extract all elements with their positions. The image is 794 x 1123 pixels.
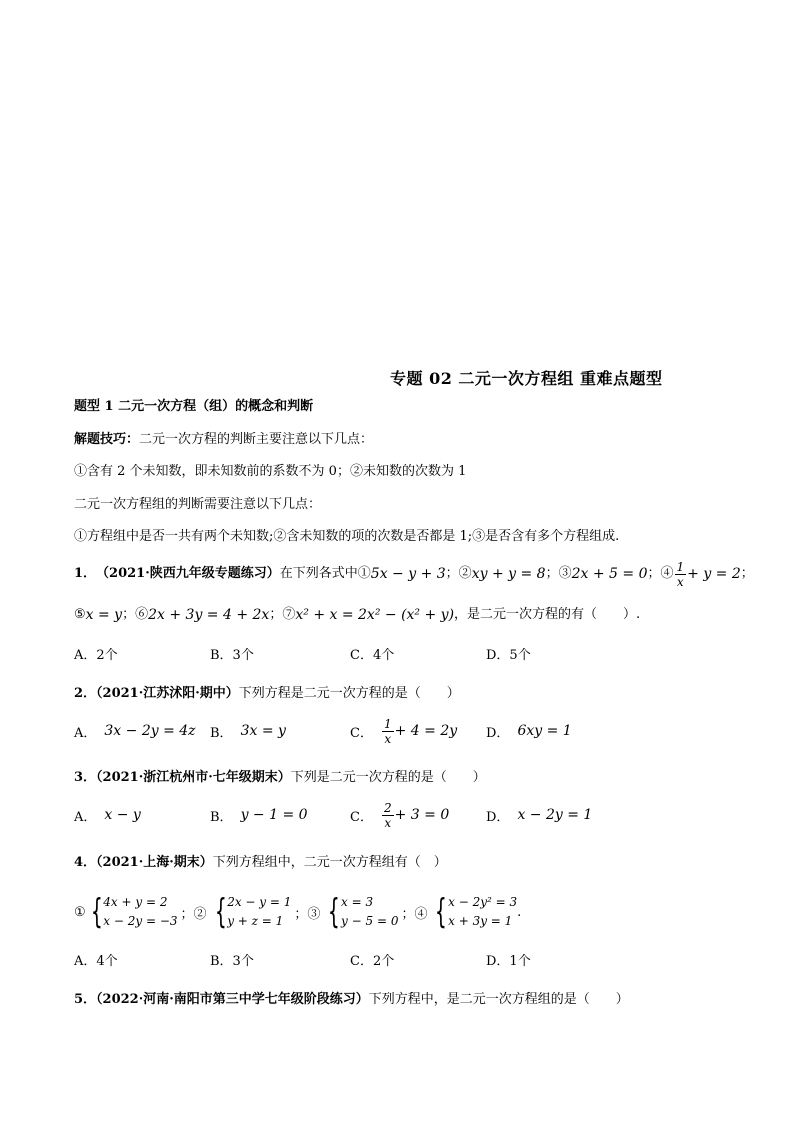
system-row: x − 2y = −3 xyxy=(103,914,178,928)
q1-sep-7: ；⑦ xyxy=(269,607,296,622)
option-label: D． xyxy=(486,725,510,741)
q4-system-4 xyxy=(430,893,517,931)
q1-expr-3: 2x + 5 = 0 xyxy=(571,566,648,582)
q4-end: . xyxy=(517,904,522,920)
option-expr: y − 1 = 0 xyxy=(240,807,308,823)
question-2-stem: 下列方程是二元一次方程的是（ ） xyxy=(238,686,460,701)
option-label: D． xyxy=(486,809,510,825)
fraction-numerator: 1 xyxy=(383,716,392,731)
question-5-source: （2022·河南·南阳市第三中学七年级阶段练习） xyxy=(96,992,369,1007)
option-expr: x − 2y = 1 xyxy=(517,807,593,823)
left-brace-icon: { xyxy=(214,892,227,932)
q4-marker-2: ；② xyxy=(180,906,207,922)
q1-sep-5: ； xyxy=(740,566,754,581)
q3-option-a[interactable] xyxy=(74,800,141,830)
question-2-source: （2021·江苏沭阳·期中） xyxy=(96,686,239,701)
system-row: y − 5 = 0 xyxy=(341,914,399,928)
question-2-options xyxy=(74,716,714,746)
q1-expr-4-rest: + y = 2 xyxy=(687,566,741,582)
option-label: A． xyxy=(74,725,97,741)
option-expr: 3x = y xyxy=(240,723,286,739)
q2-option-d[interactable] xyxy=(486,716,572,746)
question-5-number: 5． xyxy=(74,992,97,1007)
question-5-stem: 下列方程中，是二元一次方程组的是（ ） xyxy=(368,992,629,1007)
option-label: B． xyxy=(210,725,233,741)
tips-line-2: ①含有 2 个未知数，即未知数前的系数不为 0；②未知数的次数为 1 xyxy=(74,464,467,479)
system-row: x + 3y = 1 xyxy=(448,914,513,928)
q4-option-b[interactable]: B．3个 xyxy=(210,953,254,969)
q1-option-d[interactable]: D．5个 xyxy=(486,647,531,663)
q4-option-a[interactable]: A．4个 xyxy=(74,953,118,969)
q1-sep-4: ；④ xyxy=(647,566,674,581)
fraction-denominator: x xyxy=(676,574,684,589)
left-brace-icon: { xyxy=(328,892,341,932)
q3-option-b[interactable] xyxy=(210,800,308,830)
option-expr: + 3 = 0 xyxy=(394,807,450,823)
q1-expr-1: 5x − y + 3 xyxy=(370,566,446,582)
question-4-source: （2021·上海·期末） xyxy=(96,855,213,870)
tips-line-1 xyxy=(74,431,373,449)
option-expr: 6xy = 1 xyxy=(517,723,572,739)
option-expr: + 4 = 2y xyxy=(394,723,458,739)
q1-tail: ，是二元一次方程的有（ ）. xyxy=(454,607,641,622)
question-1-line-1 xyxy=(74,561,754,587)
question-5-line xyxy=(74,991,629,1009)
system-row: x = 3 xyxy=(341,895,374,909)
q4-system-1 xyxy=(86,893,178,931)
q2-option-a[interactable] xyxy=(74,716,196,746)
option-fraction xyxy=(382,718,394,745)
tips-label: 解题技巧： xyxy=(74,432,140,447)
q2-option-c[interactable] xyxy=(350,716,457,746)
q3-option-d[interactable] xyxy=(486,800,592,830)
question-1-stem: 在下列各式中① xyxy=(279,566,371,581)
system-row: y + z = 1 xyxy=(227,914,284,928)
system-row: 4x + y = 2 xyxy=(103,895,168,909)
question-1-line-2 xyxy=(74,603,640,627)
question-4-options xyxy=(74,946,714,972)
question-3-source: （2021·浙江杭州市·七年级期末） xyxy=(96,770,291,785)
question-3-options xyxy=(74,800,714,830)
question-3-stem: 下列是二元一次方程的是（ ） xyxy=(290,770,486,785)
option-label: B． xyxy=(210,809,233,825)
q1-marker-5: ⑤ xyxy=(74,607,86,622)
q4-system-3 xyxy=(323,893,398,931)
left-brace-icon: { xyxy=(90,892,103,932)
q2-option-b[interactable] xyxy=(210,716,286,746)
fraction-denominator: x xyxy=(384,815,392,830)
q1-option-b[interactable]: B．3个 xyxy=(210,647,254,663)
q3-option-c[interactable] xyxy=(350,800,449,830)
q4-marker-4: ；④ xyxy=(401,906,428,922)
q1-expr-2: xy + y = 8 xyxy=(471,566,546,582)
question-2-number: 2． xyxy=(74,686,97,701)
option-label: C． xyxy=(350,725,373,741)
q1-sep-3: ；③ xyxy=(545,566,572,581)
question-2-line xyxy=(74,685,460,703)
page-title: 专题 02 二元一次方程组 重难点题型 xyxy=(390,369,663,388)
q1-expr-5: x = y xyxy=(85,607,123,623)
tips-line-4: ①方程组中是否一共有两个未知数;②含未知数的项的次数是否都是 1;③是否含有多个方程组成. xyxy=(74,529,620,544)
q4-option-d[interactable]: D．1个 xyxy=(486,953,531,969)
q1-option-a[interactable]: A．2个 xyxy=(74,647,118,663)
question-4-number: 4． xyxy=(74,855,97,870)
option-expr: x − y xyxy=(104,807,141,823)
question-4-line xyxy=(74,854,447,872)
section-heading: 题型 1 二元一次方程（组）的概念和判断 xyxy=(74,399,314,414)
q4-system-2 xyxy=(210,893,292,931)
q1-sep-2: ；② xyxy=(445,566,472,581)
question-3-line xyxy=(74,769,486,787)
option-fraction xyxy=(382,802,394,829)
fraction-numerator: 2 xyxy=(383,800,392,815)
fraction-numerator: 1 xyxy=(676,559,685,574)
question-4-systems xyxy=(74,893,521,931)
option-expr: 3x − 2y = 4z xyxy=(104,723,196,739)
q1-expr-4-fraction xyxy=(675,561,687,588)
q1-option-c[interactable]: C．4个 xyxy=(350,647,395,663)
question-4-stem: 下列方程组中，二元一次方程组有（ ） xyxy=(212,855,447,870)
left-brace-icon: { xyxy=(435,892,448,932)
q4-marker-3: ；③ xyxy=(294,906,321,922)
q1-sep-6: ；⑥ xyxy=(122,607,149,622)
fraction-denominator: x xyxy=(384,731,392,746)
question-1-source: （2021·陕西九年级专题练习） xyxy=(96,566,280,581)
question-1-options xyxy=(74,640,714,666)
question-1-number: 1． xyxy=(74,566,97,581)
system-row: x − 2y² = 3 xyxy=(448,895,518,909)
option-label: C． xyxy=(350,809,373,825)
q1-expr-7: x² + x = 2x² − (x² + y) xyxy=(295,607,455,623)
tips-text-1: 二元一次方程的判断主要注意以下几点： xyxy=(139,432,374,447)
tips-line-3: 二元一次方程组的判断需要注意以下几点： xyxy=(74,497,322,512)
question-3-number: 3． xyxy=(74,770,97,785)
q1-expr-6: 2x + 3y = 4 + 2x xyxy=(148,607,270,623)
q4-option-c[interactable]: C．2个 xyxy=(350,953,395,969)
option-label: A． xyxy=(74,809,97,825)
system-row: 2x − y = 1 xyxy=(227,895,292,909)
q4-marker-1: ① xyxy=(74,904,86,920)
